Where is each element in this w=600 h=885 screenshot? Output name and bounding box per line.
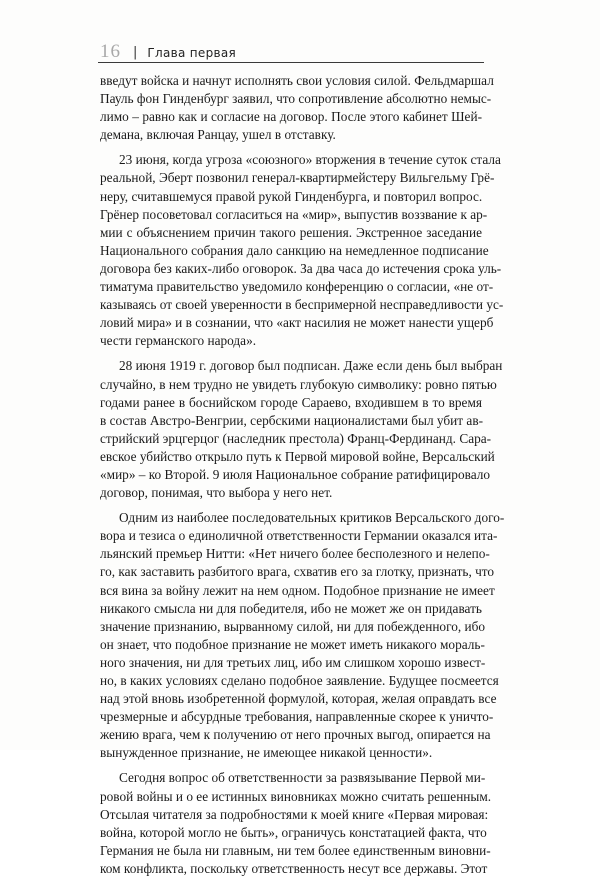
- text-line: Сегодня вопрос об ответственности за развязывание Первой ми-: [119, 770, 486, 786]
- text-line: казываясь от своей уверенности в беспримерной несправедливости ус-: [100, 297, 504, 313]
- text-line: чрезмерные и абсурдные требования, направленные скорее к уничто-: [100, 709, 494, 725]
- text-line: договор, понимая, что выбора у него нет.: [100, 485, 333, 501]
- text-line: стрийский эрцгерцог (наследник престола) Франц-Фердинанд. Сара-: [100, 430, 492, 446]
- running-header: [100, 36, 236, 62]
- text-line: война, которой могло не быть», ограничусь констатацией факта, что: [100, 824, 487, 840]
- text-line: 28 июня 1919 г. договор был подписан. Даже если день был выбран: [119, 358, 503, 374]
- text-line: никакого смысла ни для победителя, ибо не может же он придавать: [100, 600, 482, 616]
- text-line: тиматума правительство уведомило конференцию о согласии, «не от-: [100, 279, 494, 295]
- text-line: договора без каких-либо оговорок. За два часа до истечения срока уль-: [100, 260, 502, 276]
- text-line: в состав Австро-Венгрии, сербскими националистами был убит ав-: [100, 412, 484, 428]
- text-line: значение признанию, вырванному силой, ни для побежденного, ибо: [100, 618, 486, 634]
- text-line: он знает, что подобное признание не может иметь никакого мораль-: [100, 636, 485, 652]
- paragraph: [100, 357, 503, 502]
- header-separator: |: [133, 45, 138, 60]
- chapter-title: Глава первая: [147, 46, 237, 60]
- text-line: лимо – равно как и согласие на договор. После этого кабинет Шей-: [100, 109, 482, 125]
- paragraph: [100, 151, 504, 350]
- paragraph: [100, 72, 494, 144]
- text-line: го, как заставить разбитого врага, схватив его за глотку, признать, что: [100, 564, 495, 580]
- text-line: ного значения, ни для третьих лиц, ибо им слишком хорошо извест-: [100, 654, 486, 670]
- text-line: Одним из наиболее последовательных критиков Версальского дого-: [119, 510, 505, 526]
- text-line: годами ранее в боснийском городе Сараево, входившем в то время: [100, 394, 482, 410]
- text-line: Национального собрания дало санкцию на немедленное подписание: [100, 242, 489, 258]
- text-line: но, в каких условиях сделано подобное заявление. Будущее посмеется: [100, 673, 499, 688]
- text-line: над этой вновь изобретенной формулой, которая, желая оправдать все: [100, 691, 497, 707]
- text-line: Грёнер посоветовал согласиться на «мир», выпустив воззвание к ар-: [100, 206, 488, 222]
- text-line: мии с объяснением причин такого решения. Экстренное заседание: [100, 224, 482, 240]
- text-line: ком конфликта, поскольку ответственность несут все державы. Этот: [100, 860, 488, 876]
- text-line: вора и тезиса о единоличной ответственности Германии оказался ита-: [100, 528, 498, 544]
- page-number: 16: [100, 41, 121, 62]
- text-line: реальной, Эберт позвонил генерал-квартирмейстеру Вильгельму Грё-: [100, 170, 495, 186]
- text-line: введут войска и начнут исполнять свои условия силой. Фельдмаршал: [100, 73, 494, 88]
- text-line: случайно, в нем трудно не увидеть глубокую символику: ровно пятью: [100, 376, 497, 392]
- text-line: вся вина за войну лежит на нем одном. Подобное признание не имеет: [100, 582, 495, 598]
- text-line: неру, считавшемуся правой рукой Гинденбурга, и повторил вопрос.: [100, 188, 483, 204]
- body-text: [100, 72, 505, 885]
- text-line: вынужденное признание, не имеющее никакой ценности».: [100, 745, 433, 761]
- text-line: 23 июня, когда угроза «союзного» вторжения в течение суток стала: [119, 152, 501, 168]
- text-line: Пауль фон Гинденбург заявил, что сопротивление абсолютно немыс-: [100, 91, 492, 107]
- text-line: Германия не была ни главным, ни тем более единственным виновни-: [100, 842, 491, 858]
- paragraph: [100, 509, 505, 762]
- text-line: ловий мира» и в сознании, что «акт насилия не может нанести ущерб: [100, 315, 494, 331]
- header-rule: [98, 62, 484, 63]
- text-line: чести германского народа».: [100, 333, 257, 349]
- text-line: жению врага, чем к получению от него прочных выгод, опирается на: [100, 727, 491, 743]
- text-line: льянский премьер Нитти: «Нет ничего более бесполезного и нелепо-: [100, 546, 490, 562]
- text-line: «мир» – ко Второй. 9 июля Национальное собрание ратифицировало: [100, 466, 491, 482]
- text-line: ровой войны и о ее истинных виновниках можно считать решенным.: [100, 788, 492, 804]
- paragraph: [100, 769, 492, 878]
- text-line: Отсылая читателя за подробностями к моей книге «Первая мировая:: [100, 806, 489, 822]
- text-line: демана, включая Ранцау, ушел в отставку.: [100, 127, 336, 143]
- text-line: евское убийство открыло путь к Первой мировой войне, Версальский: [100, 448, 495, 464]
